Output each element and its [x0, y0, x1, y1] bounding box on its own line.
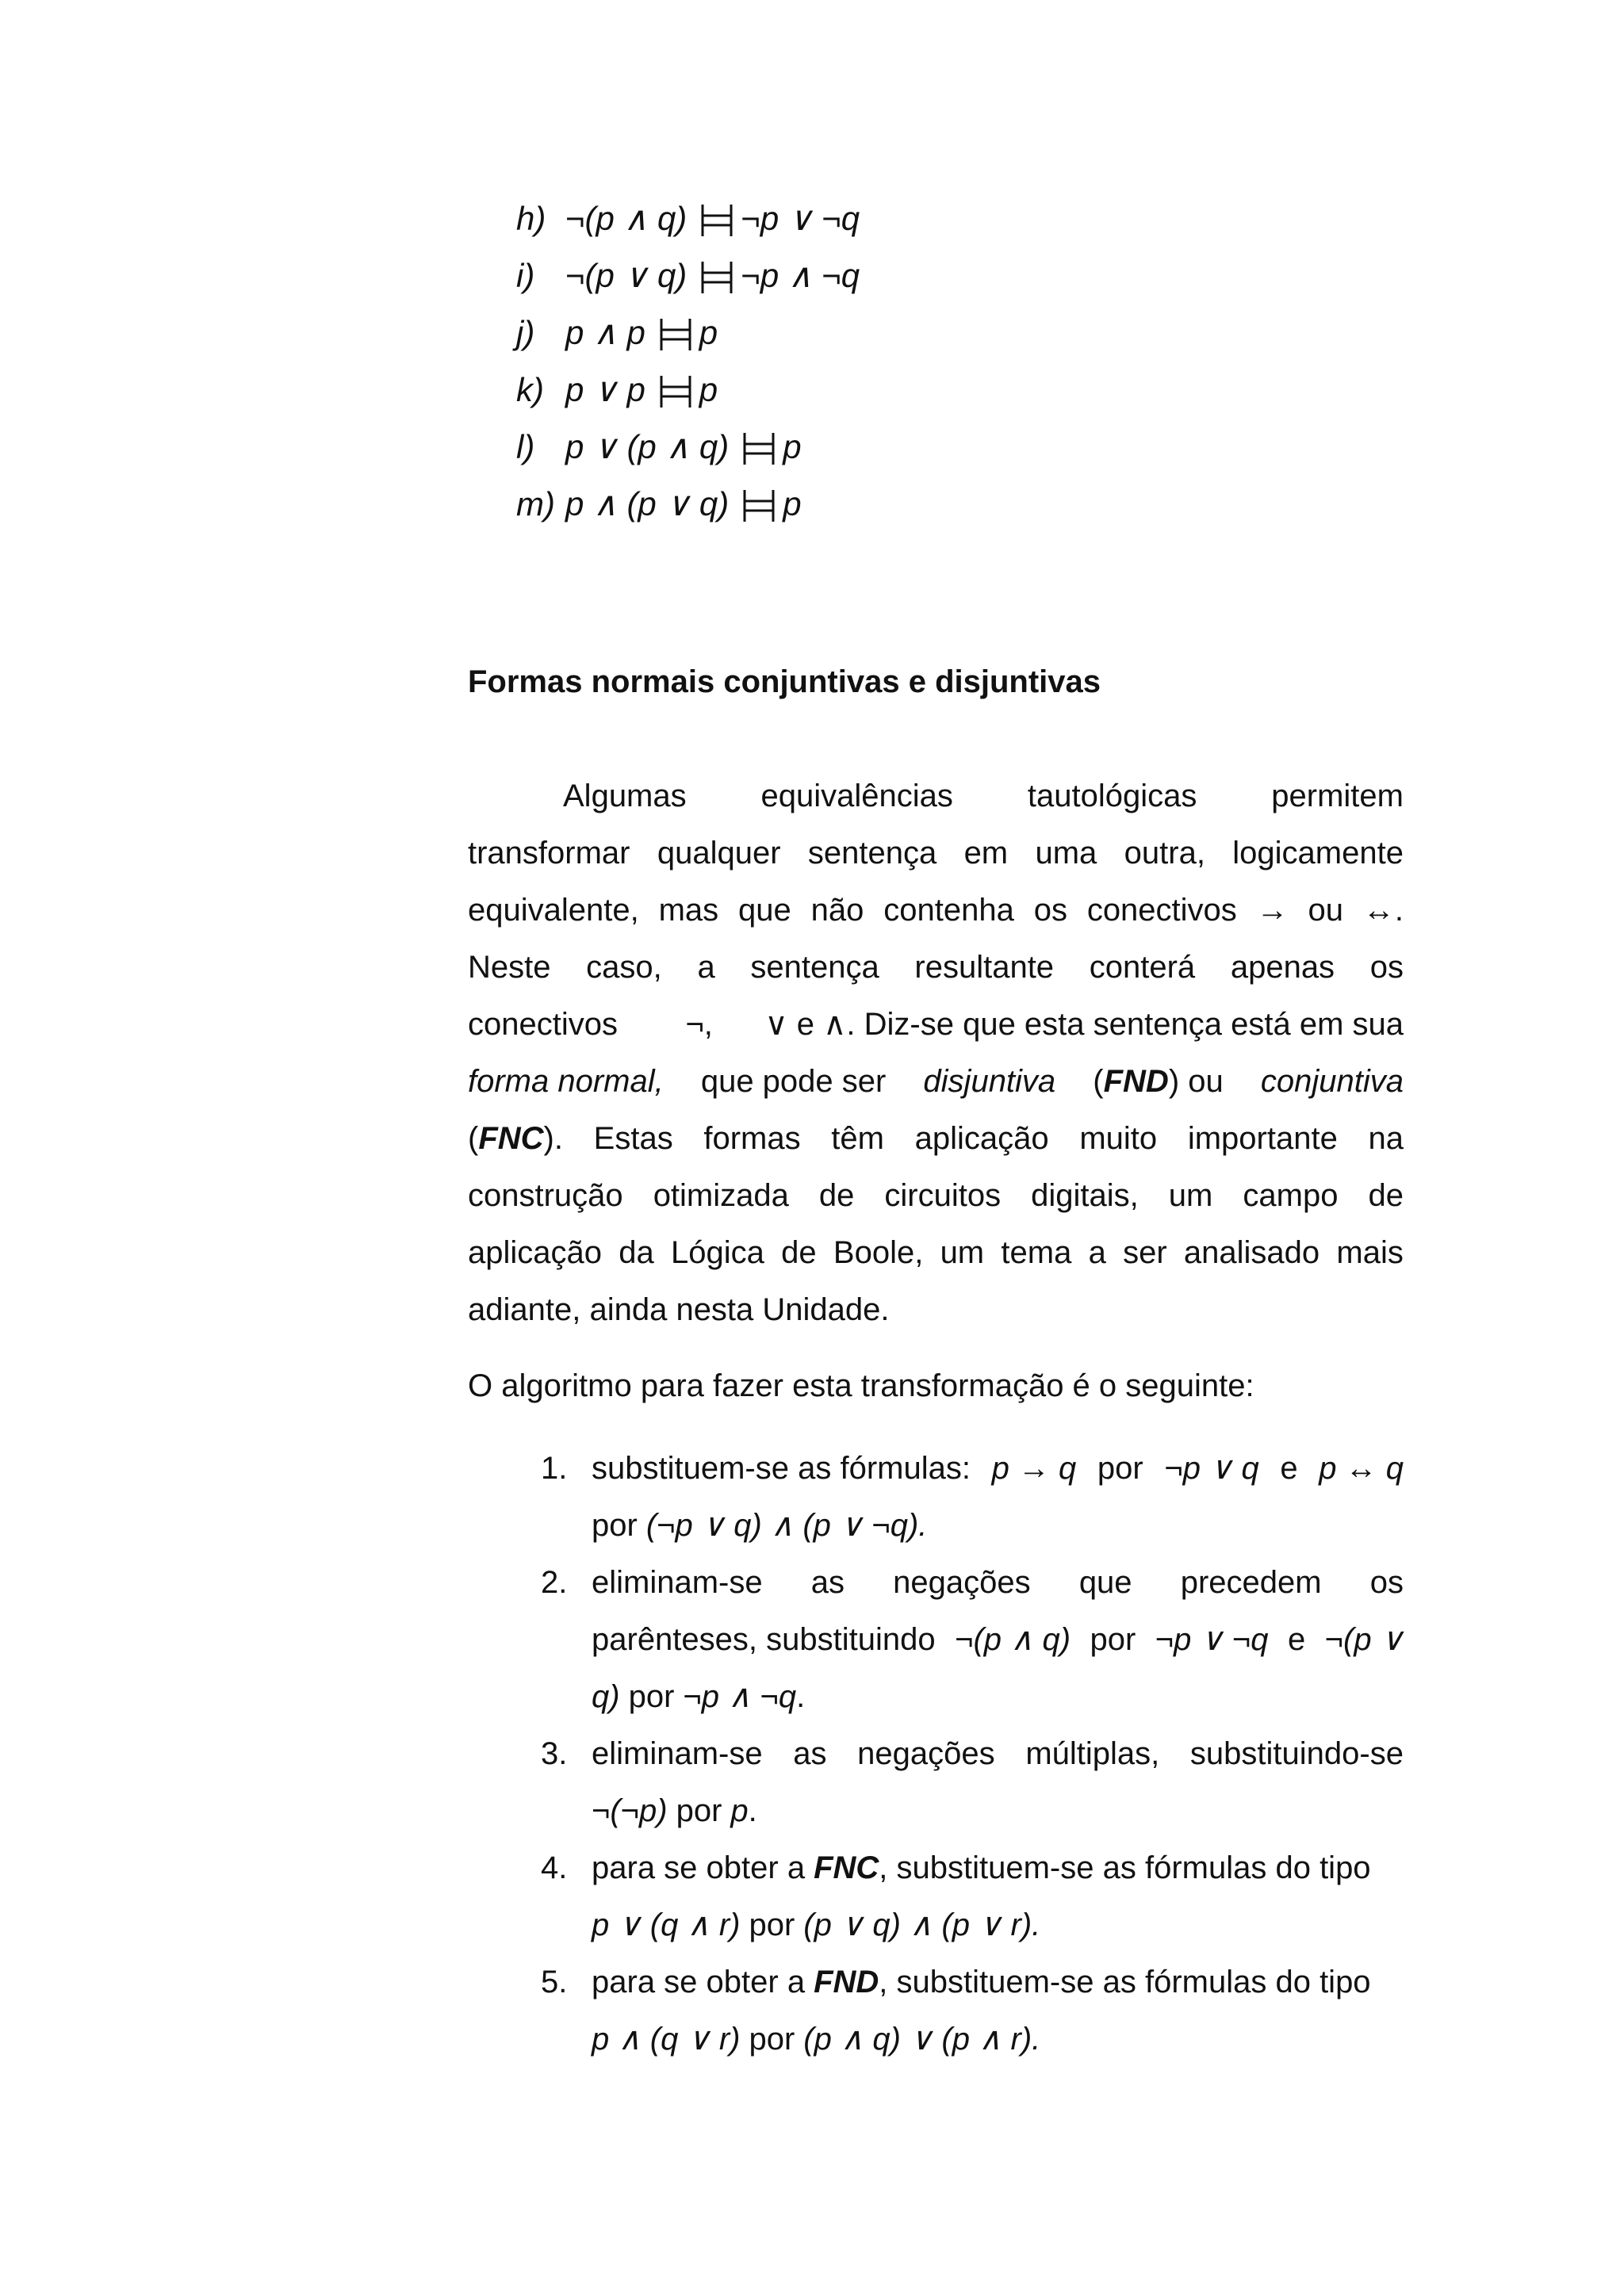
word: otimizada — [653, 1178, 789, 1213]
word: equivalências — [760, 779, 953, 813]
algorithm-step — [541, 1554, 1404, 1725]
word: analisado — [1183, 1235, 1320, 1270]
word: as — [810, 1565, 845, 1600]
step-text: e — [1280, 1451, 1298, 1486]
step-text: FNC — [814, 1850, 879, 1885]
algorithm-intro: O algoritmo para fazer esta transformação é o seguinte: — [468, 1368, 1254, 1403]
step-number: 5. — [541, 1965, 568, 1999]
paragraph-line — [468, 1167, 1404, 1224]
step-line — [592, 1497, 1404, 1554]
word: negações — [857, 1736, 995, 1771]
word: resultante — [914, 950, 1055, 985]
paragraph-text: disjuntiva — [923, 1064, 1056, 1099]
step-text: para se obter a — [592, 1965, 806, 1999]
equivalence-left: p ∨ (p ∧ q) — [565, 428, 730, 465]
word: na — [1368, 1121, 1404, 1156]
equivalence-right: p — [783, 428, 802, 465]
word: ou — [1308, 893, 1344, 928]
paragraph-text: ∨ e ∧. Diz-se que esta sentença está em sua — [764, 1007, 1404, 1042]
paragraph-line — [468, 996, 1404, 1053]
step-text: parênteses, substituindo — [592, 1622, 936, 1657]
word: aplicação — [914, 1121, 1049, 1156]
word: circuitos — [884, 1178, 1002, 1213]
word: qualquer — [657, 836, 781, 871]
equivalence-right: p — [699, 371, 718, 408]
word: ser — [1123, 1235, 1167, 1270]
word: uma — [1035, 836, 1097, 871]
equivalence-right: p — [783, 485, 802, 522]
word: Algumas — [563, 779, 687, 813]
word: conterá — [1089, 950, 1196, 985]
step-number: 1. — [541, 1451, 568, 1486]
paragraph-text: ). — [543, 1121, 563, 1156]
word: de — [1368, 1178, 1404, 1213]
word: um — [940, 1235, 985, 1270]
word: aplicação — [468, 1235, 603, 1270]
paragraph-line — [468, 1281, 1404, 1338]
word: da — [619, 1235, 654, 1270]
equivalence-left: p ∧ p — [565, 314, 645, 351]
paragraph-text: ( — [1093, 1064, 1104, 1099]
algorithm-steps — [541, 1440, 1404, 2068]
word: Estas — [593, 1121, 673, 1156]
step-text: ¬p ∨ ¬q — [1155, 1622, 1269, 1657]
word: caso, — [586, 950, 662, 985]
paragraph-text: que pode ser — [700, 1064, 887, 1099]
equivalence-item — [516, 476, 860, 533]
word: os — [1369, 950, 1404, 985]
word: que — [738, 893, 791, 928]
step-text: p ∨ (q ∧ r) — [592, 1908, 741, 1942]
word: apenas — [1230, 950, 1335, 985]
step-number: 3. — [541, 1736, 568, 1771]
paragraph-text: adiante, ainda nesta Unidade. — [468, 1292, 890, 1327]
word: ↔. — [1362, 893, 1404, 928]
paragraph-line — [468, 1053, 1404, 1110]
step-text: . — [796, 1679, 806, 1714]
paragraph-text: ) ou — [1168, 1064, 1224, 1099]
word: um — [1168, 1178, 1213, 1213]
algorithm-step — [541, 1725, 1404, 1839]
equivalence-marker: h) — [516, 200, 546, 237]
word: negações — [893, 1565, 1031, 1600]
paragraph-text — [1093, 1053, 1223, 1110]
word: tautológicas — [1027, 779, 1197, 813]
paragraph-text: ( — [468, 1121, 479, 1156]
step-number: 4. — [541, 1850, 568, 1885]
word: contenha — [883, 893, 1014, 928]
step-text: substituem-se as fórmulas: — [592, 1451, 971, 1486]
paragraph-text: forma normal, — [468, 1064, 664, 1099]
equivalence-marker: i) — [516, 257, 535, 294]
equivalence-item — [516, 247, 860, 304]
word: outra, — [1124, 836, 1205, 871]
equivalence-right: ¬p ∨ ¬q — [741, 200, 860, 237]
word: múltiplas, — [1025, 1736, 1160, 1771]
algorithm-step — [541, 1440, 1404, 1554]
paragraph-text: ¬, — [685, 1007, 713, 1042]
word: eliminam-se — [592, 1736, 763, 1771]
equivalence-turnstile-icon — [698, 259, 736, 296]
equivalence-right: ¬p ∧ ¬q — [741, 257, 860, 294]
equivalence-turnstile-icon — [740, 488, 778, 524]
word: os — [1369, 1565, 1404, 1600]
word: a — [1088, 1235, 1106, 1270]
step-text: p — [730, 1793, 749, 1828]
step-line — [592, 1611, 1404, 1668]
word: não — [810, 893, 864, 928]
step-text: por — [749, 1908, 795, 1942]
step-text: ¬(p ∧ q) — [955, 1622, 1071, 1657]
paragraph-text: conjuntiva — [1260, 1064, 1404, 1099]
equivalence-left: ¬(p ∨ q) — [565, 257, 688, 294]
step-text: por — [676, 1793, 722, 1828]
equivalence-turnstile-icon — [698, 202, 736, 239]
word: precedem — [1180, 1565, 1322, 1600]
word: mais — [1336, 1235, 1404, 1270]
equivalence-turnstile-icon — [657, 316, 695, 353]
word: de — [781, 1235, 817, 1270]
word: permitem — [1271, 779, 1404, 813]
equivalence-marker: m) — [516, 485, 555, 522]
paragraph-text: FND — [1103, 1064, 1169, 1099]
step-text: por — [592, 1508, 638, 1543]
algorithm-step — [541, 1839, 1404, 1954]
step-text: e — [1287, 1622, 1306, 1657]
paragraph-text — [468, 1110, 563, 1167]
word: → — [1256, 893, 1289, 928]
step-text: p → q — [991, 1451, 1077, 1486]
word: logicamente — [1232, 836, 1404, 871]
step-text: por — [749, 2022, 795, 2057]
equivalence-marker: j) — [516, 314, 535, 351]
paragraph-line — [468, 767, 1404, 825]
paragraph-line — [468, 1224, 1404, 1281]
equivalence-marker: k) — [516, 371, 544, 408]
word: importante — [1187, 1121, 1338, 1156]
word: Lógica — [671, 1235, 764, 1270]
word: equivalente, — [468, 893, 639, 928]
word: construção — [468, 1178, 623, 1213]
equivalence-right: p — [699, 314, 718, 351]
word: que — [1078, 1565, 1132, 1600]
word: Boole, — [833, 1235, 924, 1270]
equivalence-left: p ∨ p — [565, 371, 645, 408]
step-text: ¬(p ∨ — [1324, 1622, 1404, 1657]
step-text: para se obter a — [592, 1850, 806, 1885]
word: sentença — [807, 836, 937, 871]
word: eliminam-se — [592, 1565, 763, 1600]
step-text: por — [1090, 1622, 1136, 1657]
paragraph-line — [468, 882, 1404, 939]
equivalence-item — [516, 362, 860, 419]
word: sentença — [750, 950, 879, 985]
section-title: Formas normais conjuntivas e disjuntivas — [468, 664, 1101, 699]
equivalence-turnstile-icon — [657, 373, 695, 410]
word: muito — [1079, 1121, 1158, 1156]
step-text: (¬p ∨ q) ∧ (p ∨ ¬q). — [645, 1508, 928, 1543]
equivalence-item — [516, 419, 860, 476]
word: Neste — [468, 950, 551, 985]
equivalence-item — [516, 190, 860, 247]
step-line — [592, 1782, 1404, 1839]
step-text: ¬(¬p) — [592, 1793, 668, 1828]
equivalence-item — [516, 304, 860, 362]
step-text: por — [1097, 1451, 1143, 1486]
step-text: , substituem-se as fórmulas do tipo — [879, 1850, 1371, 1885]
step-text: (p ∧ q) ∨ (p ∧ r). — [803, 2022, 1041, 2057]
word: substituindo-se — [1189, 1736, 1404, 1771]
step-text: p ∧ (q ∨ r) — [592, 2022, 741, 2057]
step-number: 2. — [541, 1565, 568, 1600]
word: campo — [1243, 1178, 1339, 1213]
word: de — [818, 1178, 855, 1213]
paragraph-line — [468, 1110, 1404, 1167]
step-text: (p ∨ q) ∧ (p ∨ r). — [803, 1908, 1041, 1942]
step-text: ¬p ∧ ¬q — [683, 1679, 797, 1714]
equivalence-left: p ∧ (p ∨ q) — [565, 485, 730, 522]
equivalence-turnstile-icon — [740, 430, 778, 467]
step-text: p ↔ q — [1319, 1451, 1404, 1486]
word: têm — [831, 1121, 884, 1156]
step-line — [592, 1554, 1404, 1611]
step-line — [592, 1725, 1404, 1782]
word: a — [697, 950, 715, 985]
paragraph-text: FNC — [478, 1121, 544, 1156]
paragraph-line — [468, 825, 1404, 882]
equivalence-left: ¬(p ∧ q) — [565, 200, 688, 237]
intro-paragraph — [468, 767, 1404, 1338]
step-text: q) — [592, 1679, 620, 1714]
word: tema — [1001, 1235, 1072, 1270]
algorithm-step — [541, 1954, 1404, 2068]
step-text: , substituem-se as fórmulas do tipo — [879, 1965, 1371, 1999]
step-line — [592, 1839, 1404, 1896]
paragraph-line — [468, 939, 1404, 996]
word: conectivos — [1086, 893, 1237, 928]
step-text: ¬p ∨ q — [1164, 1451, 1259, 1486]
step-line — [592, 1668, 1404, 1725]
equivalence-list — [516, 190, 860, 533]
step-text: por — [628, 1679, 675, 1714]
step-line — [592, 1954, 1404, 2011]
paragraph-text: conectivos — [468, 1007, 618, 1042]
word: formas — [703, 1121, 801, 1156]
word: em — [963, 836, 1009, 871]
equivalence-marker: l) — [516, 428, 535, 465]
step-text: FND — [814, 1965, 879, 1999]
word: digitais, — [1031, 1178, 1139, 1213]
step-line — [592, 1440, 1404, 1497]
word: os — [1033, 893, 1067, 928]
word: as — [793, 1736, 827, 1771]
step-line — [592, 2011, 1404, 2068]
step-line — [592, 1896, 1404, 1954]
paragraph-text — [923, 1053, 1055, 1110]
step-text: . — [748, 1793, 757, 1828]
word: mas — [658, 893, 719, 928]
word: transformar — [468, 836, 630, 871]
